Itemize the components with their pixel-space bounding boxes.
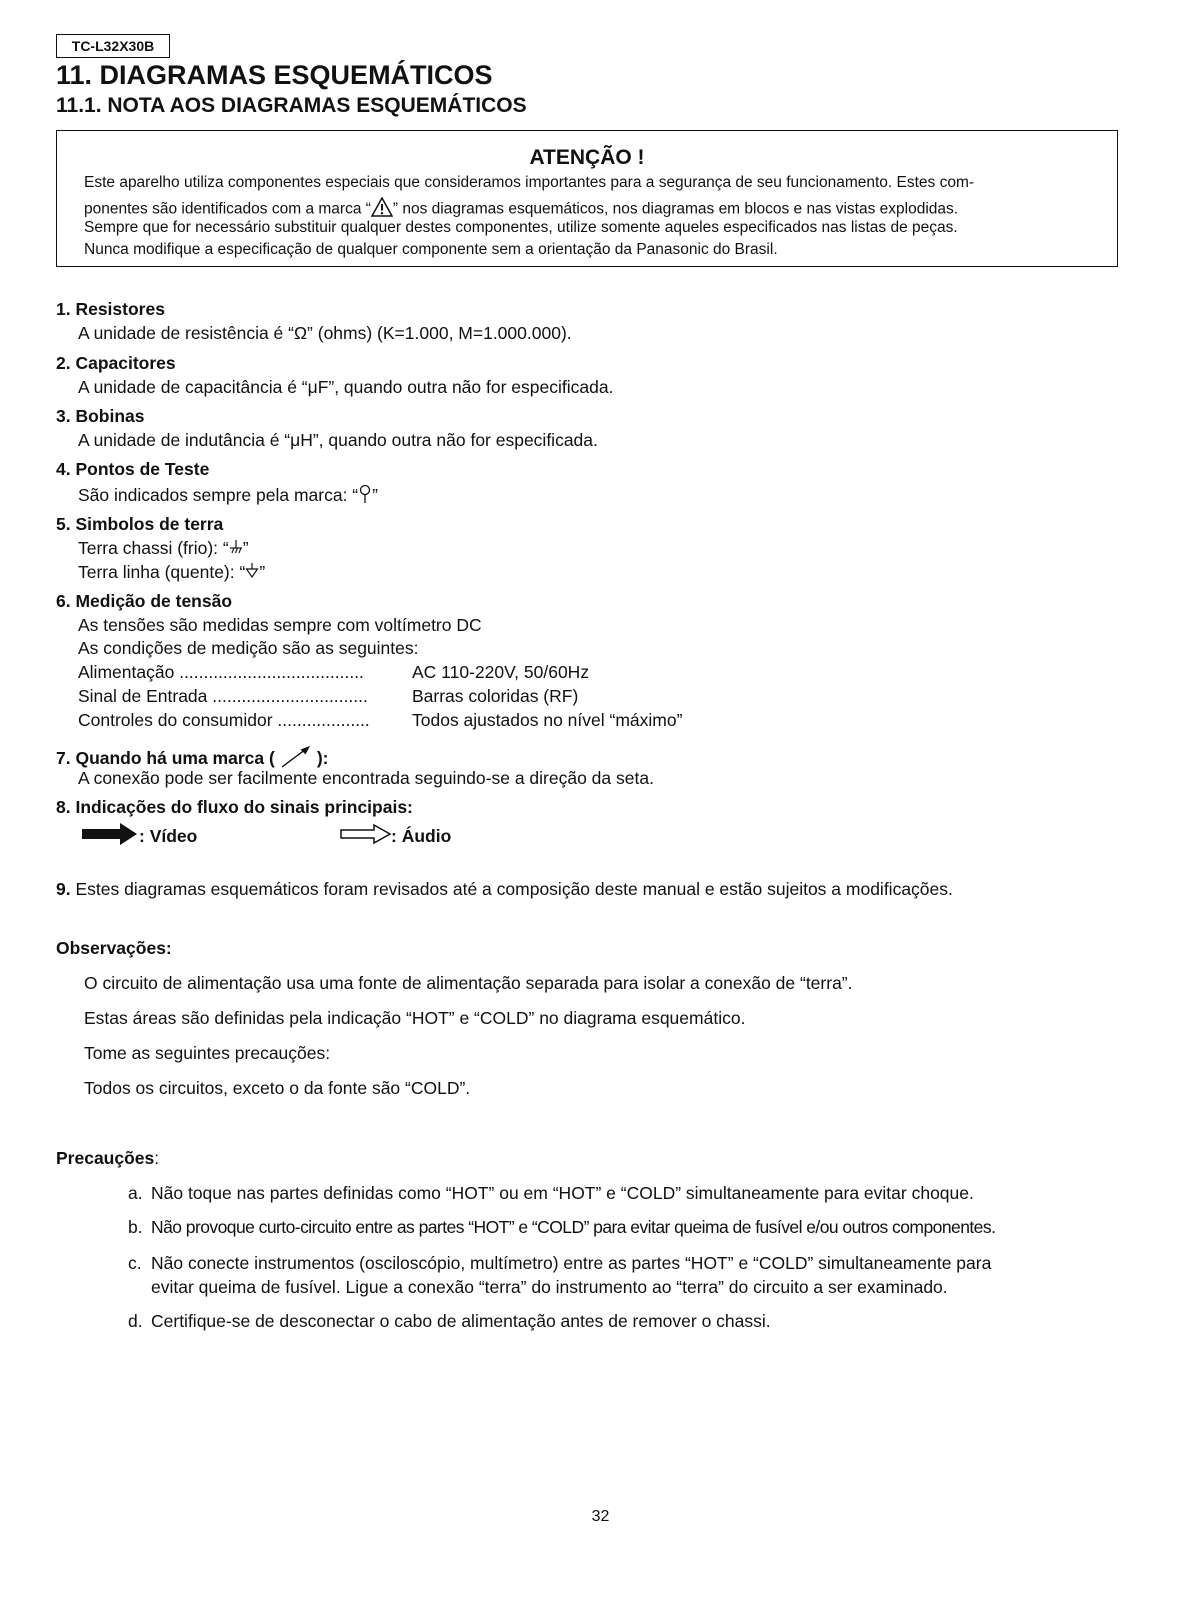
resistors-title: 1. Resistores (56, 299, 165, 319)
warning-box (56, 130, 1118, 267)
chassis-ground-text-end: ” (242, 538, 249, 559)
ground-symbols-title: 5. Simbolos de terra (56, 514, 224, 534)
coils-title: 3. Bobinas (56, 406, 145, 426)
test-points-text-start: São indicados sempre pela marca: “ (78, 485, 359, 506)
voltage-measurement-line-1: As tensões são medidas sempre com voltímetro DC (78, 615, 482, 635)
precaution-text: Não toque nas partes definidas como “HOT” ou em “HOT” e “COLD” simultaneamente para evitar choque. (151, 1183, 974, 1203)
test-points-title: 4. Pontos de Teste (56, 459, 210, 479)
observation-line: Estas áreas são definidas pela indicação “HOT” e “COLD” no diagrama esquemático. (84, 1008, 746, 1028)
model-label: TC-L32X30B (56, 34, 170, 58)
test-points-text (78, 484, 378, 509)
page-title: 11. DIAGRAMAS ESQUEMÁTICOS (56, 60, 493, 90)
precaution-text: Não conecte instrumentos (osciloscópio, multímetro) entre as partes “HOT” e “COLD” simultaneamente para (151, 1253, 992, 1273)
condition-label: Alimentação ...................................... (78, 662, 364, 682)
connection-mark-text: A conexão pode ser facilmente encontrada seguindo-se a direção da seta. (78, 768, 654, 788)
audio-label: : Áudio (391, 826, 452, 846)
resistors-text: A unidade de resistência é “Ω” (ohms) (K=1.000, M=1.000.000). (78, 323, 572, 343)
video-arrow-icon (82, 823, 138, 850)
connection-mark-title-end: ): (316, 748, 329, 769)
capacitors-title: 2. Capacitores (56, 353, 176, 373)
precaution-letter: d. (128, 1311, 143, 1331)
observation-line: O circuito de alimentação usa uma fonte de alimentação separada para isolar a conexão de “terra”. (84, 973, 853, 993)
precaution-letter: c. (128, 1253, 142, 1273)
revision-note (56, 879, 953, 900)
chassis-ground-icon (229, 538, 243, 561)
precautions-title: Precauções (56, 1148, 155, 1168)
chassis-ground-line (78, 538, 249, 561)
signal-flow-title: 8. Indicações do fluxo do sinais principais: (56, 797, 413, 817)
coils-text: A unidade de indutância é “μH”, quando outra não for especificada. (78, 430, 598, 450)
video-label: : Vídeo (139, 826, 198, 846)
condition-label: Controles do consumidor ................... (78, 710, 370, 730)
voltage-measurement-title: 6. Medição de tensão (56, 591, 233, 611)
condition-value: AC 110-220V, 50/60Hz (412, 662, 590, 682)
warning-line-4: Nunca modifique a especificação de qualquer componente sem a orientação da Panasonic do Brasil. (84, 241, 778, 258)
condition-value: Todos ajustados no nível “máximo” (412, 710, 683, 730)
condition-label: Sinal de Entrada ................................ (78, 686, 368, 706)
connection-mark-title-start: 7. Quando há uma marca ( (56, 748, 275, 769)
page-number: 32 (591, 1508, 610, 1525)
precaution-text: Certifique-se de desconectar o cabo de alimentação antes de remover o chassi. (151, 1311, 771, 1331)
warning-line-3: Sempre que for necessário substituir qualquer destes componentes, utilize somente aqueles especificados nas listas de peças. (84, 219, 958, 236)
warning-line-1: Este aparelho utiliza componentes especiais que consideramos importantes para a segurança de seu funcionamento. Estes com- (84, 174, 975, 191)
line-ground-line (78, 562, 265, 585)
warning-line-2-end: ” nos diagramas esquemáticos, nos diagramas em blocos e nas vistas explodidas. (392, 200, 959, 218)
test-points-text-end: ” (372, 485, 378, 506)
line-ground-text-start: Terra linha (quente): “ (78, 562, 246, 583)
precautions-colon: : (154, 1148, 160, 1168)
line-ground-text-end: ” (259, 562, 266, 583)
observations-title: Observações: (56, 938, 172, 958)
precautions-heading (56, 1148, 159, 1169)
audio-arrow-icon (340, 823, 392, 850)
observation-line: Tome as seguintes precauções: (84, 1043, 331, 1063)
precaution-text: evitar queima de fusível. Ligue a conexão “terra” do instrumento ao “terra” do circuito a ser examinado. (151, 1277, 948, 1297)
section-subtitle: 11.1. NOTA AOS DIAGRAMAS ESQUEMÁTICOS (56, 94, 527, 117)
warning-title: ATENÇÃO ! (529, 146, 645, 169)
precaution-letter: b. (128, 1217, 143, 1237)
precaution-letter: a. (128, 1183, 143, 1203)
chassis-ground-text-start: Terra chassi (frio): “ (78, 538, 229, 559)
test-point-icon (358, 484, 372, 509)
observation-line: Todos os circuitos, exceto o da fonte são “COLD”. (84, 1078, 471, 1098)
line-ground-icon (245, 562, 259, 585)
voltage-measurement-line-2: As condições de medição são as seguintes: (78, 638, 419, 658)
condition-value: Barras coloridas (RF) (412, 686, 579, 706)
precaution-text: Não provoque curto-circuito entre as partes “HOT” e “COLD” para evitar queima de fusível e/ou outros componentes. (151, 1217, 996, 1237)
warning-line-2-start: ponentes são identificados com a marca “ (84, 200, 371, 218)
revision-note-text: Estes diagramas esquemáticos foram revisados até a composição deste manual e estão sujeitos a modificações. (75, 879, 953, 899)
capacitors-text: A unidade de capacitância é “μF”, quando outra não for especificada. (78, 377, 614, 397)
revision-note-number: 9. (56, 879, 71, 899)
